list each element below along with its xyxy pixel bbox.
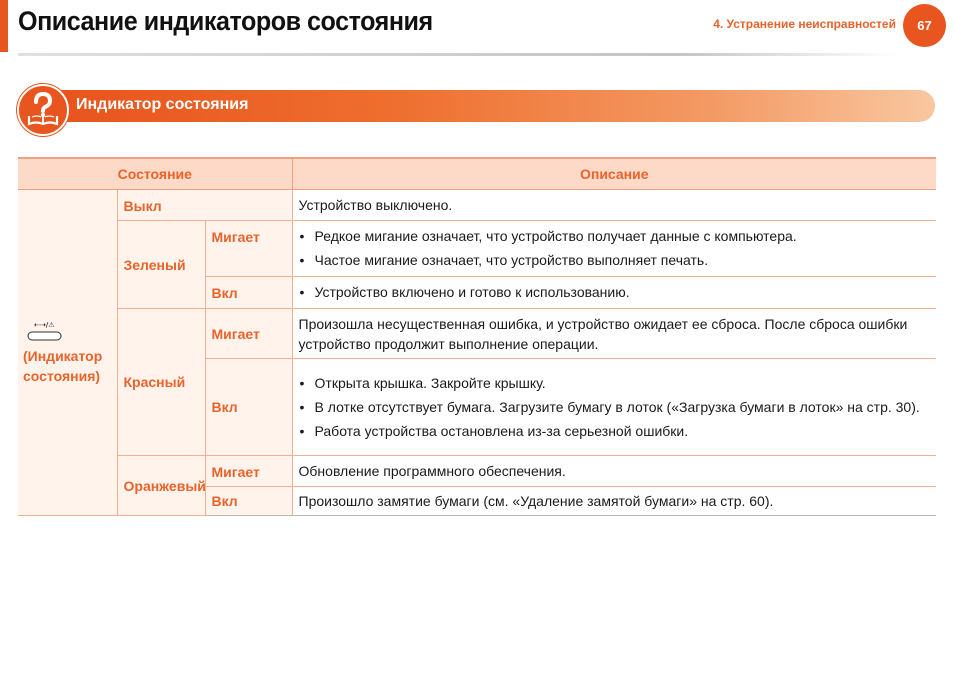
description-green-blinking (292, 221, 936, 277)
description-off: Устройство выключено. (292, 190, 936, 221)
page-number-badge: 67 (903, 4, 946, 47)
color-green: Зеленый (117, 221, 205, 309)
list-item: • Устройство включено и готово к использованию. (299, 283, 931, 302)
description-red-on (292, 359, 936, 456)
indicator-label: (Индикатор состояния) (23, 347, 103, 384)
header-description: Описание (292, 158, 936, 190)
svg-text:⇠⇢/⚠: ⇠⇢/⚠ (34, 320, 55, 329)
mode-red-blinking: Мигает (205, 309, 292, 359)
description-orange-blinking: Обновление программного обеспечения. (292, 456, 936, 487)
table-row (18, 190, 936, 221)
list-item: • Редкое мигание означает, что устройство получает данные с компьютера. (299, 227, 931, 246)
status-led-icon (26, 320, 64, 342)
description-red-blinking: Произошла несущественная ошибка, и устройство ожидает ее сброса. После сброса ошибки устройство продолжит выполнение операции. (292, 309, 936, 359)
list-item: • Открыта крышка. Закройте крышку. (299, 374, 931, 393)
table-row (18, 309, 936, 359)
table-header-row (18, 158, 936, 190)
table-row (18, 221, 936, 277)
mode-green-blinking: Мигает (205, 221, 292, 277)
list-item: • Частое мигание означает, что устройство выполняет печать. (299, 251, 931, 270)
mode-orange-on: Вкл (205, 487, 292, 516)
status-table (18, 157, 936, 516)
indicator-cell (18, 190, 117, 516)
page-title: Описание индикаторов состояния (18, 6, 433, 36)
header-state: Состояние (18, 158, 292, 190)
description-green-on (292, 277, 936, 309)
header-divider (18, 53, 898, 56)
question-book-icon (17, 84, 69, 136)
color-red: Красный (117, 309, 205, 456)
state-off: Выкл (117, 190, 292, 221)
table-row (18, 456, 936, 487)
section-title: Индикатор состояния (76, 96, 249, 113)
mode-orange-blinking: Мигает (205, 456, 292, 487)
list-item: • В лотке отсутствует бумага. Загрузите бумагу в лоток («Загрузка бумаги в лоток» на стр. 30). (299, 398, 931, 417)
description-orange-on: Произошло замятие бумаги (см. «Удаление замятой бумаги» на стр. 60). (292, 487, 936, 516)
chapter-title: 4. Устранение неисправностей (713, 17, 896, 31)
mode-red-on: Вкл (205, 359, 292, 456)
list-item: • Работа устройства остановлена из-за серьезной ошибки. (299, 422, 931, 441)
mode-green-on: Вкл (205, 277, 292, 309)
color-orange: Оранжевый (117, 456, 205, 516)
accent-bar (0, 0, 8, 52)
